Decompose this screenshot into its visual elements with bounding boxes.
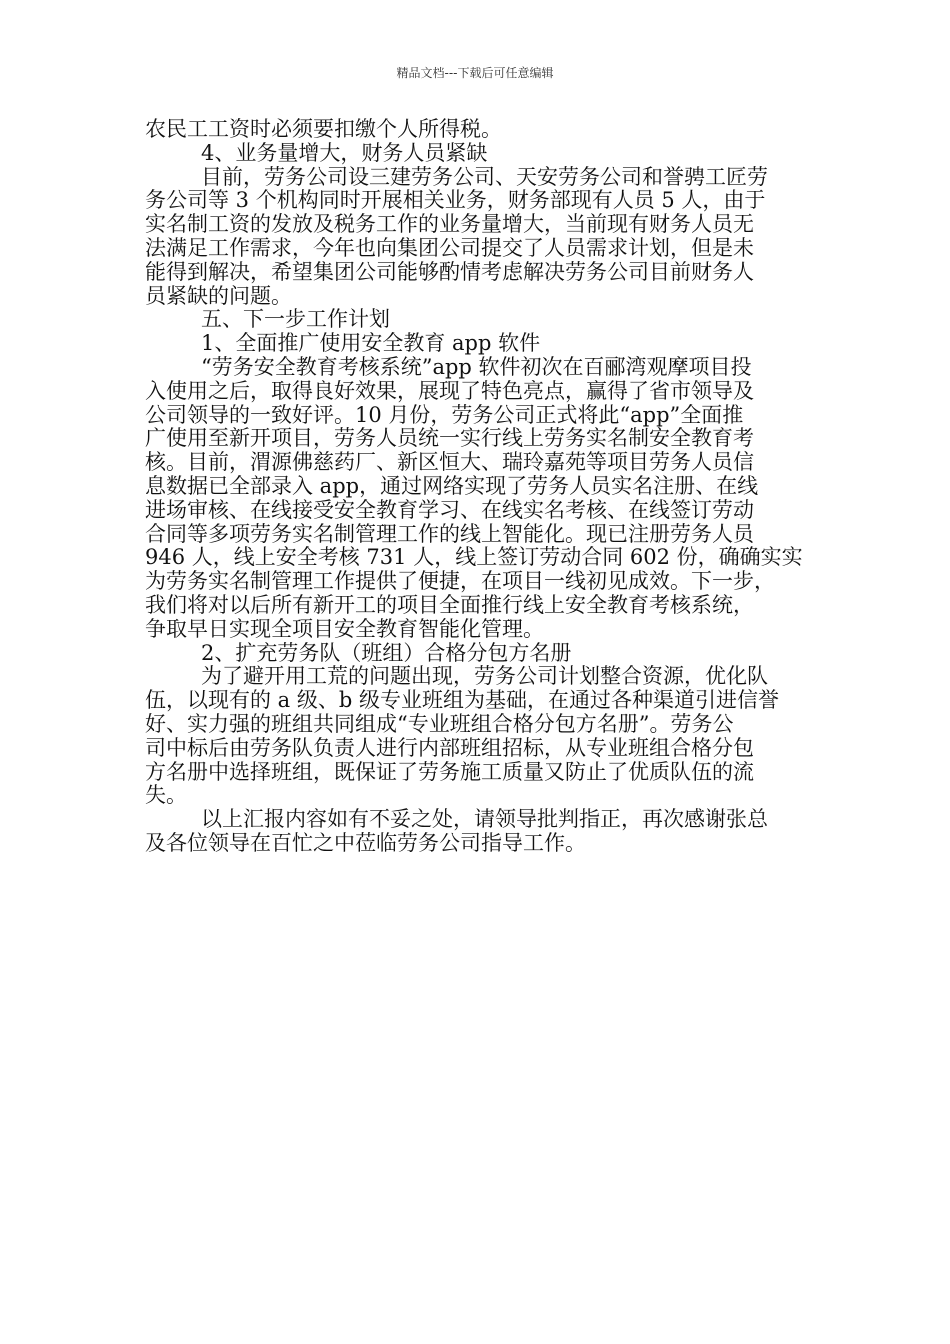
text-line: 我们将对以后所有新开工的项目全面推行线上安全教育考核系统， [145,592,754,617]
section-heading: 4、业务量增大，财务人员紧缺 [201,140,488,165]
text-line: 农民工工资时必须要扣缴个人所得税。 [145,117,502,141]
subsection-heading: 1、全面推广使用安全教育 app 软件 [201,331,541,356]
text-line: 入使用之后，取得良好效果，展现了特色亮点，赢得了省市领导及 [145,378,754,403]
text-line: 好、实力强的班组共同组成“专业班组合格分包方名册”。劳务公 [145,711,734,736]
text-line: 司中标后由劳务队负责人进行内部班组招标，从专业班组合格分包 [145,735,754,760]
text-line: 进场审核、在线接受安全教育学习、在线实名考核、在线签订劳动 [145,497,754,522]
text-line: 失。 [145,783,187,808]
text-line: 目前，劳务公司设三建劳务公司、天安劳务公司和誉骋工匠劳 [201,164,768,189]
text-line: 实名制工资的发放及税务工作的业务量增大，当前现有财务人员无 [145,212,754,237]
document-body [145,118,810,856]
text-line: 为劳务实名制管理工作提供了便捷，在项目一线初见成效。下一步， [145,569,775,594]
text-line: 方名册中选择班组，既保证了劳务施工质量又防止了优质队伍的流 [145,759,754,784]
text-line: 争取早日实现全项目安全教育智能化管理。 [145,616,544,641]
text-line: 公司领导的一致好评。10 月份，劳务公司正式将此“app”全面推 [145,402,744,427]
text-line: 合同等多项劳务实名制管理工作的线上智能化。现已注册劳务人员 [145,521,754,546]
text-line: 及各位领导在百忙之中莅临劳务公司指导工作。 [145,830,586,855]
text-line: 为了避开用工荒的问题出现，劳务公司计划整合资源，优化队 [201,664,768,689]
text-line: 法满足工作需求，今年也向集团公司提交了人员需求计划，但是未 [145,235,754,260]
section-heading: 五、下一步工作计划 [201,307,390,332]
text-line: 务公司等 3 个机构同时开展相关业务，财务部现有人员 5 人，由于 [145,188,766,213]
text-line: 以上汇报内容如有不妥之处，请领导批判指正，再次感谢张总 [201,807,768,832]
text-line: 员紧缺的问题。 [145,283,292,308]
text-line: “劳务安全教育考核系统”app 软件初次在百郦湾观摩项目投 [201,354,752,379]
text-line: 广使用至新开项目，劳务人员统一实行线上劳务实名制安全教育考 [145,426,754,451]
text-line: 息数据已全部录入 app，通过网络实现了劳务人员实名注册、在线 [145,473,759,498]
page-header: 精品文档---下载后可任意编辑 [396,66,554,80]
text-line: 946 人，线上安全考核 731 人，线上签订劳动合同 602 份，确确实实 [145,545,803,570]
subsection-heading: 2、扩充劳务队（班组）合格分包方名册 [201,640,572,665]
text-line: 能得到解决，希望集团公司能够酌情考虑解决劳务公司目前财务人 [145,259,754,284]
text-line: 核。目前，渭源佛慈药厂、新区恒大、瑞玲嘉苑等项目劳务人员信 [145,450,754,475]
text-line: 伍，以现有的 a 级、b 级专业班组为基础，在通过各种渠道引进信誉 [145,688,779,713]
